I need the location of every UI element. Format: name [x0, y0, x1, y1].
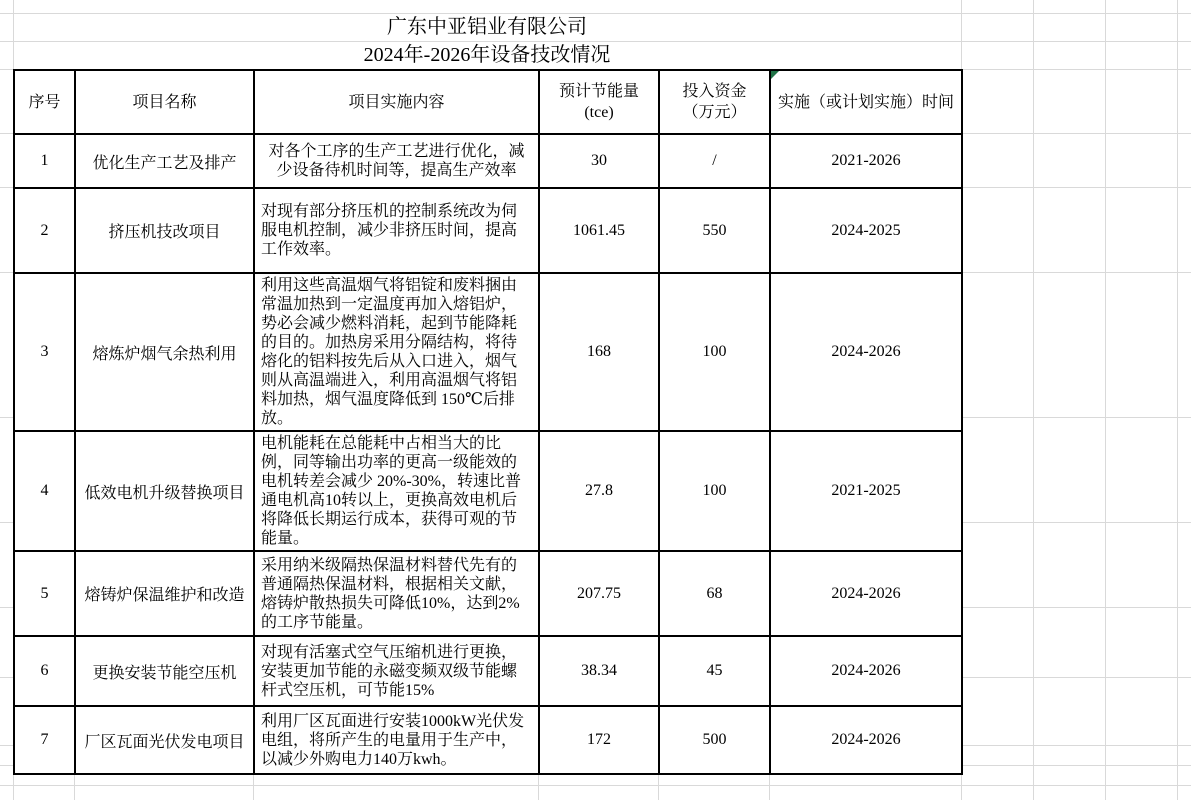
cell-investment[interactable]: 45 [659, 636, 770, 706]
cell-investment[interactable]: / [659, 134, 770, 188]
header-label: 预计节能量 [558, 83, 639, 100]
cell-period[interactable]: 2024-2025 [770, 188, 962, 273]
header-cell-index[interactable]: 序号 [14, 70, 75, 134]
cell-implementation-content[interactable]: 利用厂区瓦面进行安装1000kW光伏发电组，将所产生的电量用于生产中，以减少外购电力140万kwh。 [254, 706, 539, 774]
cell-project-name[interactable]: 更换安装节能空压机 [75, 636, 254, 706]
header-label: （万元） [682, 104, 747, 121]
cell-period[interactable]: 2021-2026 [770, 134, 962, 188]
cell-project-name[interactable]: 挤压机技改项目 [75, 188, 254, 273]
cell-implementation-content[interactable]: 采用纳米级隔热保温材料替代先有的普通隔热保温材料，根据相关文献，熔铸炉散热损失可降低10%，达到2%的工序节能量。 [254, 551, 539, 636]
cell-project-name[interactable]: 熔炼炉烟气余热利用 [75, 273, 254, 431]
cell-period[interactable]: 2024-2026 [770, 636, 962, 706]
cell-implementation-content[interactable]: 对各个工序的生产工艺进行优化，减少设备待机时间等，提高生产效率 [254, 134, 539, 188]
cell-project-name[interactable]: 熔铸炉保温维护和改造 [75, 551, 254, 636]
header-label: (tce) [584, 104, 614, 121]
cell-implementation-content[interactable]: 电机能耗在总能耗中占相当大的比例，同等输出功率的更高一级能效的电机转差会减少 20%-30%，转速比普通电机高10转以上，更换高效电机后将降低长期运行成本，获得可观的节能量。 [254, 431, 539, 551]
header-cell-project-name[interactable]: 项目名称 [75, 70, 254, 134]
cell-implementation-content[interactable]: 利用这些高温烟气将铝锭和废料捆由常温加热到一定温度再加入熔铝炉，势必会减少燃料消耗，起到节能降耗的目的。加热房采用分隔结构，将待熔化的铝料按先后从入口进入，烟气则从高温端进入，利用高温烟气将铝料加热，烟气温度降低到 150℃后排放。 [254, 273, 539, 431]
gridline [0, 785, 1191, 786]
cell-index[interactable]: 3 [14, 273, 75, 431]
gridline [1105, 0, 1106, 800]
cell-savings[interactable]: 1061.45 [539, 188, 659, 273]
cell-period[interactable]: 2024-2026 [770, 273, 962, 431]
cell-project-name[interactable]: 优化生产工艺及排产 [75, 134, 254, 188]
cell-index[interactable]: 5 [14, 551, 75, 636]
header-row [14, 70, 962, 134]
cell-implementation-content[interactable]: 对现有活塞式空气压缩机进行更换，安装更加节能的永磁变频双级节能螺杆式空压机，可节能15% [254, 636, 539, 706]
table-row [14, 188, 962, 273]
table-row [14, 636, 962, 706]
error-flag-icon [771, 71, 779, 79]
cell-savings[interactable]: 38.34 [539, 636, 659, 706]
cell-investment[interactable]: 100 [659, 431, 770, 551]
cell-savings[interactable]: 27.8 [539, 431, 659, 551]
cell-index[interactable]: 6 [14, 636, 75, 706]
table-row [14, 431, 962, 551]
header-label: 投入资金 [682, 83, 747, 100]
cell-investment[interactable]: 100 [659, 273, 770, 431]
table-row [14, 706, 962, 774]
table-row [14, 273, 962, 431]
cell-period[interactable]: 2021-2025 [770, 431, 962, 551]
header-cell-investment[interactable] [659, 70, 770, 134]
cell-project-name[interactable]: 厂区瓦面光伏发电项目 [75, 706, 254, 774]
gridline [1033, 0, 1034, 800]
cell-project-name[interactable]: 低效电机升级替换项目 [75, 431, 254, 551]
cell-investment[interactable]: 500 [659, 706, 770, 774]
cell-implementation-content[interactable]: 对现有部分挤压机的控制系统改为伺服电机控制，减少非挤压时间，提高工作效率。 [254, 188, 539, 273]
cell-investment[interactable]: 68 [659, 551, 770, 636]
cell-index[interactable]: 7 [14, 706, 75, 774]
cell-savings[interactable]: 30 [539, 134, 659, 188]
cell-period[interactable]: 2024-2026 [770, 551, 962, 636]
header-cell-content[interactable]: 项目实施内容 [254, 70, 539, 134]
cell-index[interactable]: 1 [14, 134, 75, 188]
header-cell-period[interactable] [770, 70, 962, 134]
cell-savings[interactable]: 168 [539, 273, 659, 431]
cell-investment[interactable]: 550 [659, 188, 770, 273]
report-subtitle-cell[interactable]: 2024年-2026年设备技改情况 [363, 44, 611, 66]
cell-savings[interactable]: 172 [539, 706, 659, 774]
projects-table [13, 69, 963, 775]
table-row [14, 134, 962, 188]
cell-savings[interactable]: 207.75 [539, 551, 659, 636]
cell-period[interactable]: 2024-2026 [770, 706, 962, 774]
cell-index[interactable]: 4 [14, 431, 75, 551]
header-label: 实施（或计划实施）时间 [777, 93, 954, 111]
header-cell-savings[interactable] [539, 70, 659, 134]
gridline [1177, 0, 1178, 800]
company-title-cell[interactable]: 广东中亚铝业有限公司 [387, 16, 587, 38]
cell-index[interactable]: 2 [14, 188, 75, 273]
table-row [14, 551, 962, 636]
